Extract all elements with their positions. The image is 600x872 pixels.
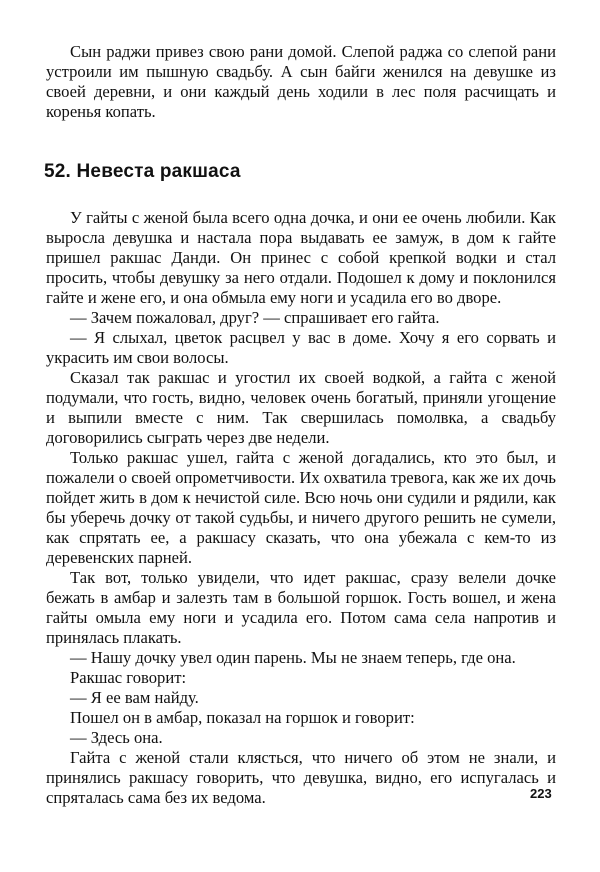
paragraph: У гайты с женой была всего одна дочка, и они ее очень любили. Как выросла девушка и настала пора выдавать ее замуж, в дом к гайте пришел ракшас Данди. Он принес с собой крепкой водки и стал просить, чтобы девушку за него отдали. Подошел к дому и поклонился гайте и жене его, и она обмыла ему ноги и усадила его во дворе.: [46, 208, 556, 307]
dialogue-line: — Здесь она.: [70, 728, 163, 747]
dialogue-line: — Я ее вам найду.: [70, 688, 199, 707]
paragraph: Сын раджи привез свою рани домой. Слепой раджа со слепой рани устроили им пышную свадьбу. А сын байги женился на девушке из своей деревни, и они каждый день ходили в лес поля расчищать и коренья копать.: [46, 42, 556, 121]
dialogue-line: — Я слыхал, цветок расцвел у вас в доме. Хочу я его сорвать и украсить им свои волосы.: [46, 328, 556, 367]
paragraph: Сказал так ракшас и угостил их своей водкой, а гайта с женой подумали, что гость, видно, человек очень богатый, приняли угощение и выпили вместе с ним. Так свершилась помолвка, а свадьбу договорились сыграть через две недели.: [46, 368, 556, 447]
paragraph: Пошел он в амбар, показал на горшок и говорит:: [70, 708, 415, 727]
dialogue-line: — Нашу дочку увел один парень. Мы не знаем теперь, где она.: [70, 648, 516, 667]
chapter-title: Невеста ракшаса: [76, 161, 241, 182]
paragraph: Ракшас говорит:: [70, 668, 187, 687]
intro-text: [46, 42, 556, 122]
story-text: [46, 208, 556, 808]
dialogue-line: — Зачем пожаловал, друг? — спрашивает его гайта.: [70, 308, 440, 327]
chapter-heading: [44, 160, 241, 184]
paragraph: Только ракшас ушел, гайта с женой догадались, кто это был, и пожалели о своей опрометчивости. Их охватила тревога, как же их дочь пойдет жить в дом к нечистой силе. Всю ночь они судили и рядили, как бы уберечь дочку от такой судьбы, и ничего другого решить не сумели, как спрятать ее, а ракшасу сказать, что она убежала с кем-то из деревенских парней.: [46, 448, 556, 567]
chapter-number: 52.: [44, 161, 72, 182]
paragraph: Так вот, только увидели, что идет ракшас, сразу велели дочке бежать в амбар и залезть там в большой горшок. Гость вошел, и жена гайты омыла ему ноги и усадила его. Потом сама села напротив и принялась плакать.: [46, 568, 556, 647]
paragraph: Гайта с женой стали клясться, что ничего об этом не знали, и принялись ракшасу говорить, что девушка, видно, его испугалась и спряталась сама без их ведома.: [46, 748, 556, 807]
page-number: 223: [530, 786, 552, 801]
